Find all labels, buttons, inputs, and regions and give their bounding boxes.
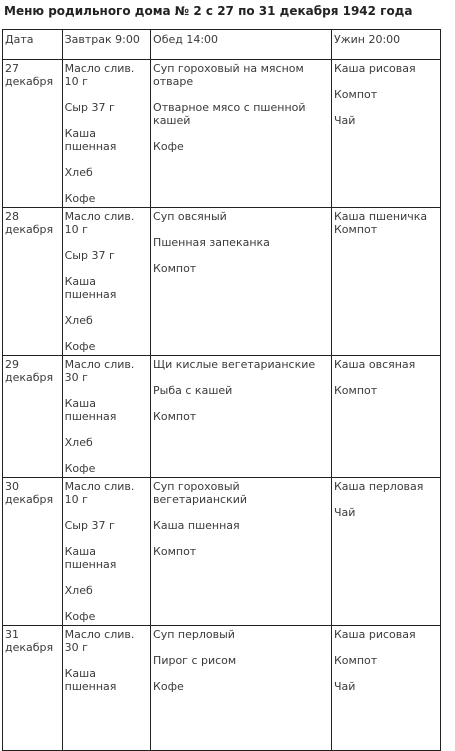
menu-item: Суп гороховый на мясном отваре [153, 62, 304, 88]
menu-item: Каша перловая [334, 480, 424, 493]
lunch-cell [151, 478, 332, 626]
menu-item: Каша пшенная [64, 127, 117, 153]
date-cell: 29 декабря [3, 356, 63, 478]
menu-item: Кофе [64, 340, 96, 353]
breakfast-cell [62, 478, 150, 626]
table-row [3, 208, 441, 356]
menu-item: Рыба с кашей [153, 384, 233, 397]
dinner-cell [332, 60, 441, 208]
dinner-cell [332, 478, 441, 626]
breakfast-cell [62, 208, 150, 356]
page-title: Меню родильного дома № 2 с 27 по 31 декабря 1942 года [4, 4, 413, 18]
menu-item: Каша рисовая [334, 62, 416, 75]
menu-item: Чай [334, 114, 356, 127]
menu-item: Масло слив. 10 г [64, 480, 135, 506]
lunch-cell [151, 208, 332, 356]
menu-item: Чай [334, 506, 356, 519]
menu-item: Каша пшенная [153, 519, 240, 532]
menu-item: Чай [334, 680, 356, 693]
menu-item: Кофе [64, 192, 96, 205]
header-breakfast: Завтрак 9:00 [62, 30, 150, 60]
menu-item: Кофе [64, 610, 96, 623]
menu-item: Масло слив. 30 г [64, 358, 135, 384]
menu-item: Компот [153, 545, 197, 558]
header-date: Дата [3, 30, 63, 60]
menu-item: Хлеб [64, 166, 93, 179]
dinner-cell [332, 626, 441, 751]
menu-item: Каша пшенная [64, 667, 117, 693]
breakfast-cell [62, 356, 150, 478]
menu-table [2, 29, 441, 751]
lunch-cell [151, 356, 332, 478]
header-row [3, 30, 441, 60]
table-row [3, 60, 441, 208]
menu-item: Каша пшеничка Компот [334, 210, 428, 236]
menu-item: Сыр 37 г [64, 249, 115, 262]
menu-item: Суп перловый [153, 628, 235, 641]
menu-item: Пшенная запеканка [153, 236, 270, 249]
menu-item: Кофе [153, 140, 184, 153]
menu-item: Масло слив. 10 г [64, 210, 135, 236]
menu-item: Хлеб [64, 584, 93, 597]
table-row [3, 356, 441, 478]
dinner-cell [332, 356, 441, 478]
date-cell: 28 декабря [3, 208, 63, 356]
date-cell: 27 декабря [3, 60, 63, 208]
date-cell: 31 декабря [3, 626, 63, 751]
menu-item: Пирог с рисом [153, 654, 237, 667]
menu-item: Кофе [153, 680, 184, 693]
menu-item: Щи кислые вегетарианские [153, 358, 316, 371]
menu-item: Компот [334, 654, 378, 667]
lunch-cell [151, 60, 332, 208]
menu-item: Суп гороховый вегетарианский [153, 480, 248, 506]
menu-item: Отварное мясо с пшенной кашей [153, 101, 306, 127]
date-cell: 30 декабря [3, 478, 63, 626]
menu-item: Компот [334, 88, 378, 101]
menu-item: Компот [334, 384, 378, 397]
header-lunch: Обед 14:00 [151, 30, 332, 60]
menu-item: Хлеб [64, 314, 93, 327]
table-row [3, 626, 441, 751]
menu-item: Каша овсяная [334, 358, 416, 371]
menu-item: Каша пшенная [64, 397, 117, 423]
menu-item: Суп овсяный [153, 210, 227, 223]
menu-item: Сыр 37 г [64, 519, 115, 532]
lunch-cell [151, 626, 332, 751]
menu-item: Кофе [64, 462, 96, 475]
menu-item: Хлеб [64, 436, 93, 449]
breakfast-cell [62, 626, 150, 751]
table-row [3, 478, 441, 626]
breakfast-cell [62, 60, 150, 208]
menu-item: Каша пшенная [64, 275, 117, 301]
menu-item: Каша пшенная [64, 545, 117, 571]
dinner-cell [332, 208, 441, 356]
header-dinner: Ужин 20:00 [332, 30, 441, 60]
menu-item: Масло слив. 10 г [64, 62, 135, 88]
menu-item: Компот [153, 262, 197, 275]
menu-item: Компот [153, 410, 197, 423]
menu-item: Сыр 37 г [64, 101, 115, 114]
menu-item: Каша рисовая [334, 628, 416, 641]
menu-item: Масло слив. 30 г [64, 628, 135, 654]
